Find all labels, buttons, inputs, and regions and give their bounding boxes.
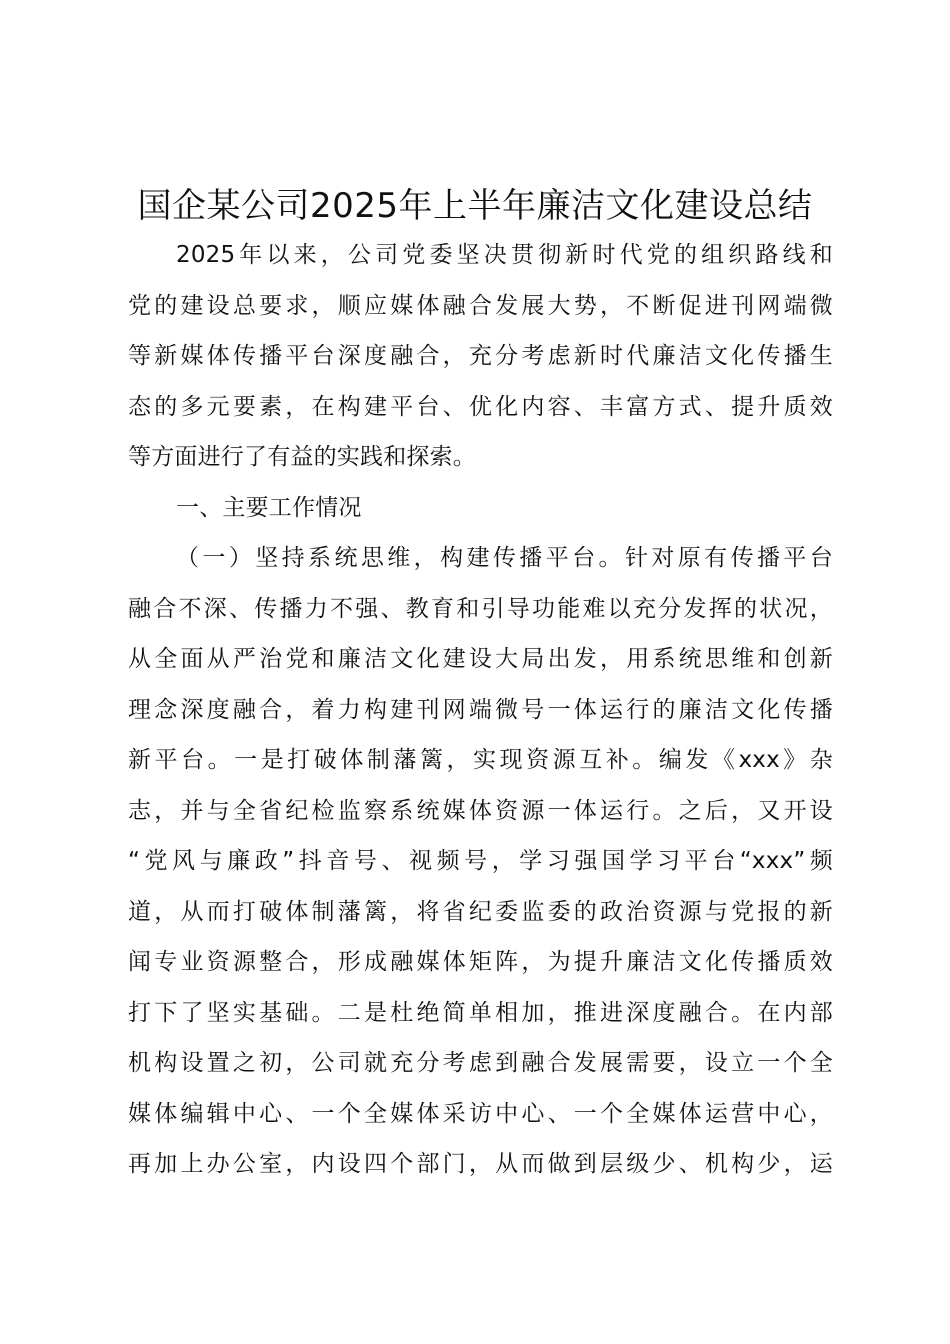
paragraph-line: 2025年以来，公司党委坚决贯彻新时代党的组织路线和 (176, 242, 833, 268)
paragraph-line: 理念深度融合，着力构建刊网端微号一体运行的廉洁文化传播 (128, 696, 833, 723)
paragraph-line: 志，并与全省纪检监察系统媒体资源一体运行。之后，又开设 (128, 797, 833, 824)
paragraph-line: （一）坚持系统思维，构建传播平台。针对原有传播平台 (176, 545, 833, 571)
paragraph-line: 媒体编辑中心、一个全媒体采访中心、一个全媒体运营中心， (128, 1100, 833, 1127)
document-body (128, 230, 833, 1190)
paragraph-line: 等方面进行了有益的实践和探索。 (128, 444, 476, 470)
paragraph-line: 等新媒体传播平台深度融合，充分考虑新时代廉洁文化传播生 (128, 343, 833, 369)
paragraph-line: 态的多元要素，在构建平台、优化内容、丰富方式、提升质效 (128, 393, 833, 420)
paragraph-line: 融合不深、传播力不强、教育和引导功能难以充分发挥的状况， (128, 595, 833, 622)
paragraph-line: 打下了坚实基础。二是杜绝简单相加，推进深度融合。在内部 (128, 999, 833, 1026)
paragraph-line: 道，从而打破体制藩篱，将省纪委监委的政治资源与党报的新 (128, 898, 833, 925)
paragraph-line: “党风与廉政”抖音号、视频号，学习强国学习平台“xxx”频 (128, 848, 833, 874)
document-title: 国企某公司2025年上半年廉洁文化建设总结 (137, 186, 813, 226)
paragraph-line: 新平台。一是打破体制藩篱，实现资源互补。编发《xxx》杂 (128, 747, 833, 773)
paragraph-line: 从全面从严治党和廉洁文化建设大局出发，用系统思维和创新 (128, 646, 833, 672)
paragraph-line: 闻专业资源整合，形成融媒体矩阵，为提升廉洁文化传播质效 (128, 949, 833, 975)
paragraph-line: 机构设置之初，公司就充分考虑到融合发展需要，设立一个全 (128, 1050, 833, 1076)
paragraph-line: 再加上办公室，内设四个部门，从而做到层级少、机构少，运 (128, 1151, 833, 1177)
paragraph-line: 党的建设总要求，顺应媒体融合发展大势，不断促进刊网端微 (128, 292, 833, 319)
section-heading: 一、主要工作情况 (176, 494, 362, 521)
